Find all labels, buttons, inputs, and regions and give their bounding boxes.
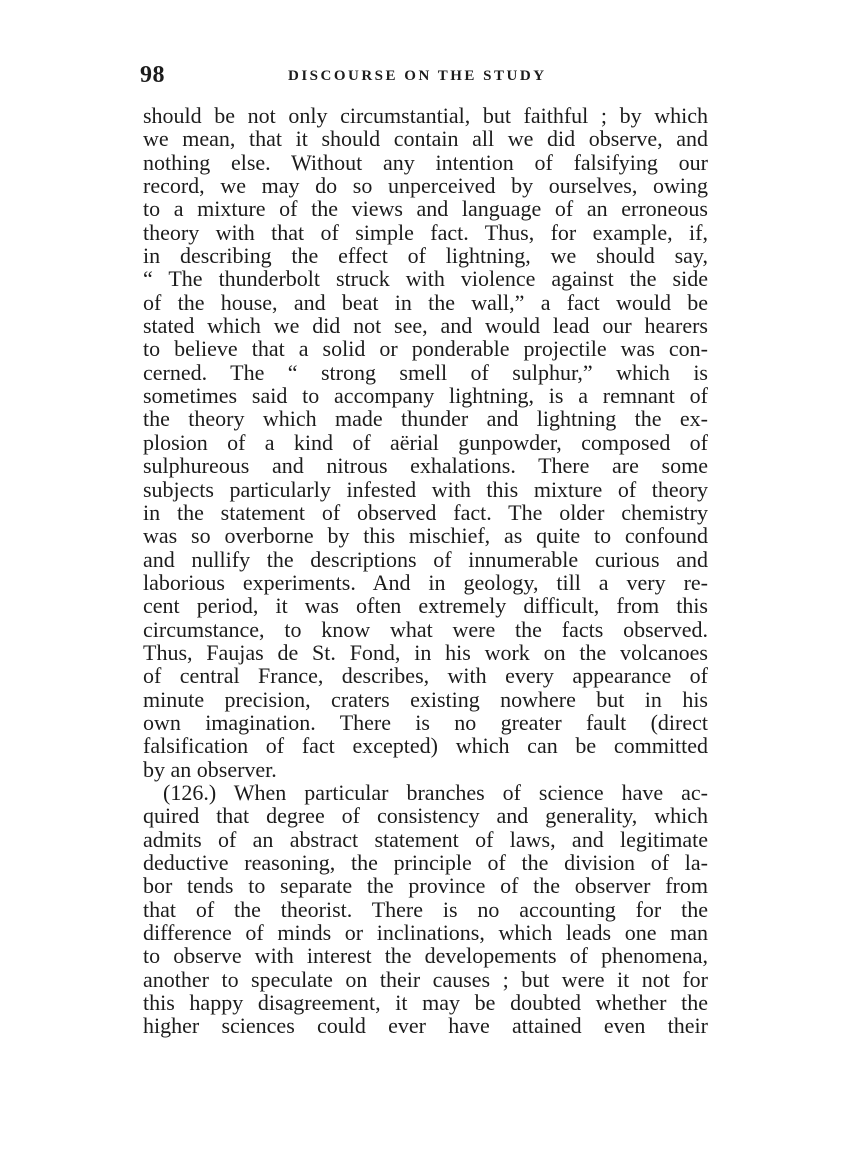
text-line: own imagination. There is no greater fault (direct xyxy=(143,709,708,735)
text-line: circumstance, to know what were the facts observed. xyxy=(143,616,708,642)
text-line: we mean, that it should contain all we did observe, and xyxy=(143,126,708,152)
text-line: by an observer. xyxy=(143,756,277,782)
text-line: record, we may do so unperceived by ourselves, owing xyxy=(143,173,708,199)
text-line: the theory which made thunder and lightning the ex- xyxy=(143,406,708,432)
text-line: to believe that a solid or ponderable projectile was con- xyxy=(143,336,708,362)
running-head: DISCOURSE ON THE STUDY xyxy=(288,68,547,84)
text-line: was so overborne by this mischief, as quite to confound xyxy=(143,523,708,549)
paragraph-start-line: (126.) When particular branches of science have ac- xyxy=(163,779,708,805)
text-line: difference of minds or inclinations, which leads one man xyxy=(143,920,708,946)
text-line: bor tends to separate the province of the observer from xyxy=(143,873,708,899)
text-line: in describing the effect of lightning, we should say, xyxy=(143,243,708,269)
text-line: in the statement of observed fact. The older chemistry xyxy=(143,499,708,525)
text-line: nothing else. Without any intention of falsifying our xyxy=(143,149,708,175)
text-line: admits of an abstract statement of laws, and legitimate xyxy=(143,826,708,852)
text-line: that of the theorist. There is no accounting for the xyxy=(143,896,708,922)
text-line: Thus, Faujas de St. Fond, in his work on the volcanoes xyxy=(143,639,708,665)
page-number: 98 xyxy=(140,62,165,88)
text-line: theory with that of simple fact. Thus, for example, if, xyxy=(143,219,708,245)
text-line: of the house, and beat in the wall,” a fact would be xyxy=(143,289,708,315)
text-line: subjects particularly infested with this mixture of theory xyxy=(143,476,708,502)
page-header xyxy=(140,62,710,92)
text-line: stated which we did not see, and would lead our hearers xyxy=(143,313,708,339)
text-line: this happy disagreement, it may be doubted whether the xyxy=(143,990,708,1016)
text-line: quired that degree of consistency and generality, which xyxy=(143,803,708,829)
text-line: cerned. The “ strong smell of sulphur,” which is xyxy=(143,359,708,385)
text-line: minute precision, craters existing nowhere but in his xyxy=(143,686,708,712)
text-line: of central France, describes, with every appearance of xyxy=(143,663,708,689)
text-line: should be not only circumstantial, but faithful ; by which xyxy=(143,103,708,128)
text-line: laborious experiments. And in geology, till a very re- xyxy=(143,569,708,595)
text-line: falsification of fact excepted) which can be committed xyxy=(143,733,708,759)
text-line: deductive reasoning, the principle of the division of la- xyxy=(143,850,708,875)
body-text xyxy=(143,104,708,1038)
text-line: sometimes said to accompany lightning, is a remnant of xyxy=(143,383,708,409)
text-line: “ The thunderbolt struck with violence against the side xyxy=(143,266,708,292)
text-line: plosion of a kind of aërial gunpowder, composed of xyxy=(143,429,708,455)
text-line: to a mixture of the views and language of an erroneous xyxy=(143,196,708,222)
text-line: to observe with interest the developements of phenomena, xyxy=(143,943,708,969)
text-line: sulphureous and nitrous exhalations. There are some xyxy=(143,453,708,479)
text-line: and nullify the descriptions of innumerable curious and xyxy=(143,546,708,572)
text-line: cent period, it was often extremely difficult, from this xyxy=(143,593,708,619)
text-line: higher sciences could ever have attained even their xyxy=(143,1013,708,1039)
text-line: another to speculate on their causes ; but were it not for xyxy=(143,966,708,992)
